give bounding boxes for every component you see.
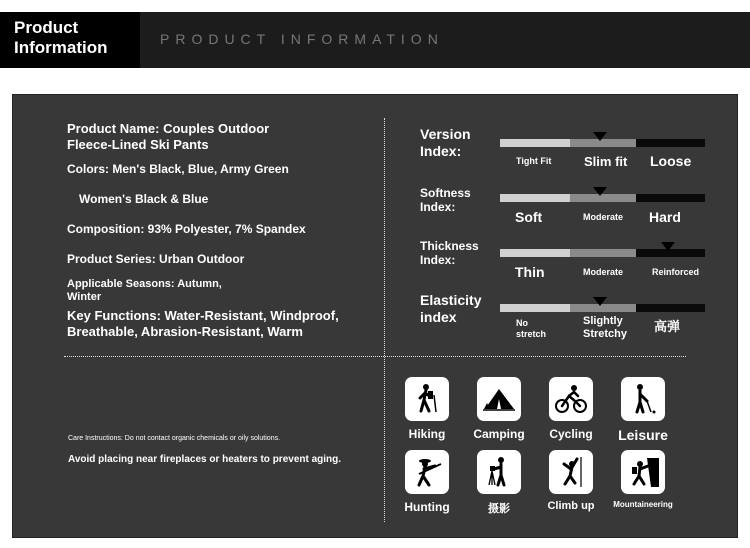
activity-camping — [475, 377, 523, 441]
activity-label: Hunting — [404, 500, 450, 514]
cycling-icon — [549, 377, 593, 421]
product-composition: Composition: 93% Polyester, 7% Spandex — [67, 222, 306, 236]
activity-label: Climb up — [547, 500, 595, 512]
version-index-label: Version Index: — [420, 126, 471, 159]
product-seasons: Applicable Seasons: Autumn, Winter — [67, 278, 222, 303]
softness-index-label: Softness Index: — [420, 186, 471, 214]
elasticity-index-label: Elasticity index — [420, 292, 482, 325]
activity-cycling — [547, 377, 595, 441]
elasticity-option-high-stretch: 高弹 — [654, 319, 681, 334]
version-option-slim-fit: Slim fit — [584, 154, 628, 169]
vertical-divider — [384, 118, 385, 522]
hunting-icon — [405, 450, 449, 494]
softness-option-hard: Hard — [649, 209, 681, 225]
activity-label: Hiking — [408, 427, 446, 441]
thickness-option-moderate: Moderate — [583, 267, 624, 277]
version-index-marker — [593, 132, 607, 141]
activity-label: Leisure — [618, 427, 668, 443]
activity-mountaineering — [613, 450, 673, 509]
activity-label: Camping — [473, 427, 525, 441]
product-name: Product Name: Couples Outdoor Fleece-Lined Ski Pants — [67, 121, 270, 152]
activity-photography — [475, 450, 523, 516]
version-option-tight-fit: Tight Fit — [516, 156, 552, 166]
hiking-icon — [405, 377, 449, 421]
softness-option-soft: Soft — [515, 209, 543, 225]
activity-leisure — [619, 377, 667, 443]
mountaineering-icon — [621, 450, 665, 494]
elasticity-option-no-stretch: No stretch — [516, 318, 547, 339]
thickness-option-reinforced: Reinforced — [652, 267, 700, 277]
elasticity-index-marker — [593, 297, 607, 306]
horizontal-divider — [64, 356, 686, 357]
camping-tent-icon — [477, 377, 521, 421]
product-functions: Key Functions: Water-Resistant, Windproof, Breathable, Abrasion-Resistant, Warm — [67, 308, 339, 339]
softness-option-moderate: Moderate — [583, 212, 624, 222]
climbing-icon — [549, 450, 593, 494]
version-option-loose: Loose — [650, 153, 692, 169]
page-subtitle: PRODUCT INFORMATION — [160, 31, 444, 47]
activity-label: Cycling — [549, 427, 593, 441]
header-bar — [0, 12, 750, 68]
page-title: Product Information — [14, 18, 108, 57]
activity-climb-up — [547, 450, 595, 512]
product-colors-women: Women's Black & Blue — [79, 192, 209, 206]
thickness-index-label: Thickness Index: — [420, 239, 479, 267]
header-title-box — [0, 12, 140, 68]
golf-leisure-icon — [621, 377, 665, 421]
activity-hunting — [403, 450, 451, 514]
thickness-index-marker — [661, 242, 675, 251]
care-warning: Avoid placing near fireplaces or heaters to prevent aging. — [68, 454, 342, 465]
elasticity-option-slightly-stretchy: Slightly Stretchy — [583, 315, 628, 340]
care-instructions: Care Instructions: Do not contact organic chemicals or oily solutions. — [68, 435, 281, 442]
photography-icon — [477, 450, 521, 494]
product-colors: Colors: Men's Black, Blue, Army Green — [67, 162, 289, 176]
activity-label: 摄影 — [488, 503, 510, 515]
softness-index-marker — [593, 187, 607, 196]
product-series: Product Series: Urban Outdoor — [67, 252, 245, 266]
thickness-option-thin: Thin — [515, 264, 545, 280]
activity-hiking — [403, 377, 451, 441]
activity-label: Mountaineering — [613, 500, 673, 509]
